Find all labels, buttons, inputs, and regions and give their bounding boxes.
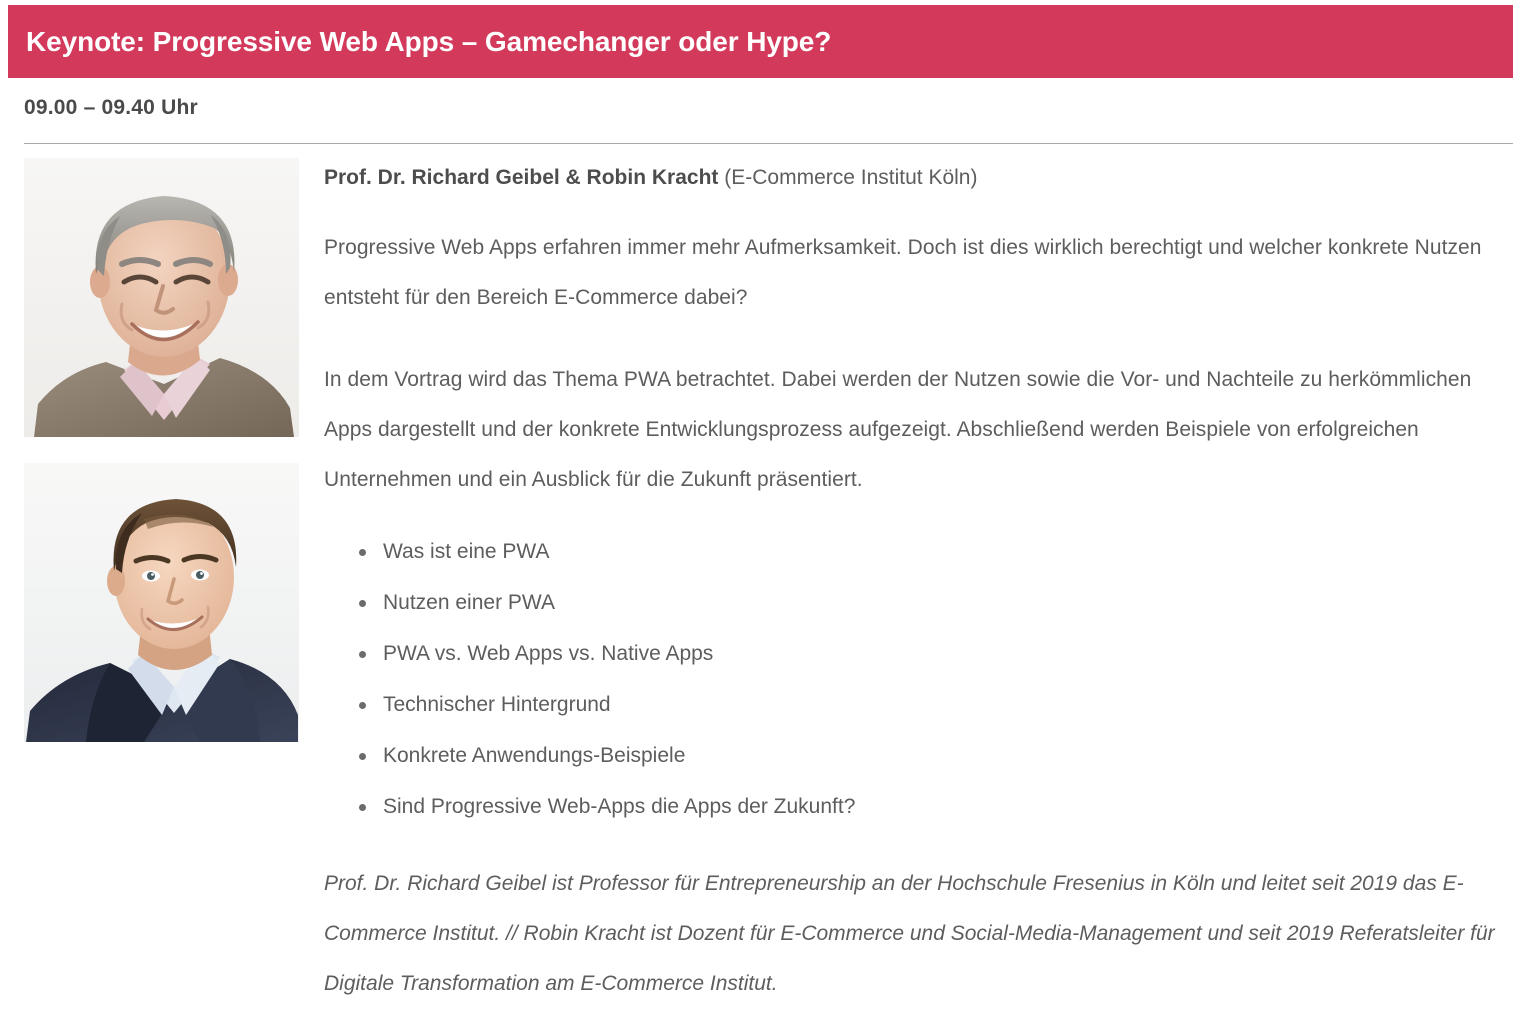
portrait-image-1 <box>24 158 299 437</box>
horizontal-divider <box>24 143 1513 144</box>
bullet-icon <box>359 702 366 709</box>
session-time: 09.00 – 09.40 Uhr <box>24 96 198 119</box>
list-item <box>324 541 1514 562</box>
topic-list <box>324 541 1514 817</box>
speaker-portrait-geibel <box>24 158 299 437</box>
list-item-label: Technischer Hintergrund <box>383 693 611 717</box>
speaker-bio: Prof. Dr. Richard Geibel ist Professor für Entrepreneurship an der Hochschule Fresenius in Köln und leitet seit 2019 das E-Commerce Institut. // Robin Kracht ist Dozent für E-Commerce und Social-Media-Management und seit 2019 Referatsleiter für Digitale Transformation am E-Commerce Institut. <box>324 872 1495 996</box>
bullet-icon <box>359 753 366 760</box>
list-item-label: PWA vs. Web Apps vs. Native Apps <box>383 642 714 666</box>
list-item <box>324 796 1514 817</box>
abstract-paragraph-2: In dem Vortrag wird das Thema PWA betrachtet. Dabei werden der Nutzen sowie die Vor- und Nachteile zu herkömmlichen Apps dargestellt und der konkrete Entwicklungsprozess aufgezeigt. Abschließend werden Beispiele von erfolgreichen Unternehmen und ein Ausblick für die Zukunft präsentiert. <box>324 368 1472 492</box>
list-item <box>324 592 1514 613</box>
bullet-icon <box>359 804 366 811</box>
list-item <box>324 694 1514 715</box>
session-text-column <box>324 158 1514 1009</box>
speaker-names: Prof. Dr. Richard Geibel & Robin Kracht <box>324 166 719 189</box>
bullet-icon <box>359 600 366 607</box>
speaker-portrait-kracht <box>24 463 299 742</box>
speaker-credit <box>324 158 1514 191</box>
session-header-banner <box>8 5 1513 78</box>
list-item-label: Sind Progressive Web-Apps die Apps der Zukunft? <box>383 795 856 819</box>
session-time-row <box>24 96 1513 120</box>
page-title: Keynote: Progressive Web Apps – Gamechanger oder Hype? <box>26 25 832 57</box>
list-item <box>324 643 1514 664</box>
speaker-photo-column <box>24 158 299 742</box>
list-item-label: Nutzen einer PWA <box>383 591 555 615</box>
list-item <box>324 745 1514 766</box>
speaker-affiliation: (E-Commerce Institut Köln) <box>718 166 978 189</box>
bullet-icon <box>359 549 366 556</box>
portrait-image-2 <box>24 463 299 742</box>
abstract-paragraph-1: Progressive Web Apps erfahren immer mehr Aufmerksamkeit. Doch ist dies wirklich berechtigt und welcher konkrete Nutzen entsteht für den Bereich E-Commerce dabei? <box>324 236 1482 310</box>
list-item-label: Was ist eine PWA <box>383 540 550 564</box>
bullet-icon <box>359 651 366 658</box>
list-item-label: Konkrete Anwendungs-Beispiele <box>383 744 686 768</box>
